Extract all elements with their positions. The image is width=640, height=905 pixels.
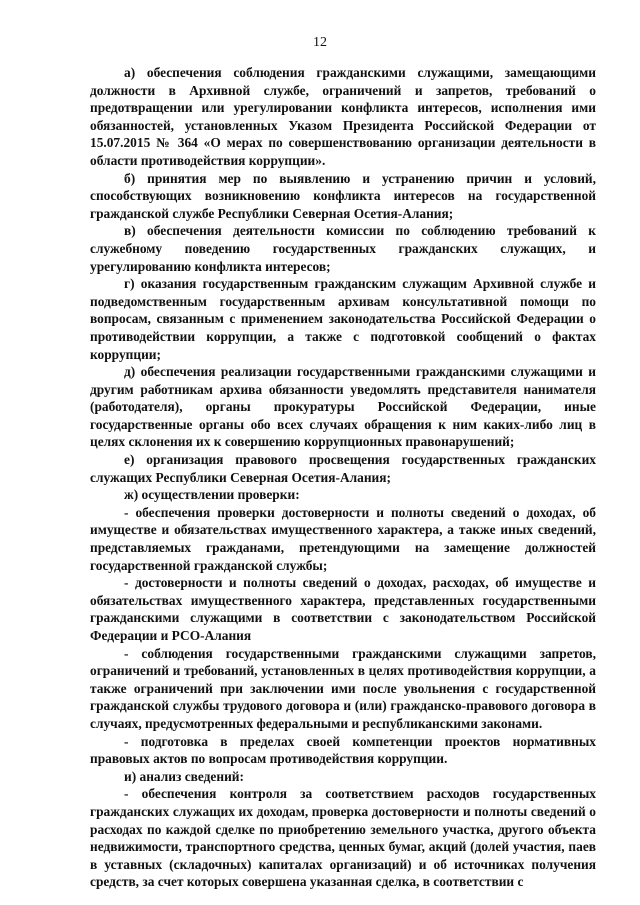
list-item-check-2: - достоверности и полноты сведений о доходах, расходах, об имуществе и обязательствах имущественного характера, представленных государственными гражданскими служащими в соответствии с законодательством Российской Федерации и РСО-Алания [90,575,596,643]
list-item-check-3: - соблюдения государственными гражданскими служащими запретов, ограничений и требований, установленных в целях противодействия коррупции, а также ограничений при заключении ими после увольнения с государственной гражданской службы трудового договора и (или) гражданско-правового договора в случаях, предусмотренных федеральными и республиканскими законами. [90,645,596,731]
paragraph-zh: ж) осуществлении проверки: [124,487,300,503]
document-body [90,64,596,891]
list-item-analysis-1: - обеспечения контроля за соответствием расходов государственных гражданских служащих их доходам, проверка достоверности и полноты сведений о расходах по каждой сделке по приобретению земельного участка, другого объекта недвижимости, транспортного средства, ценных бумаг, акций (долей участия, паев в уставных (складочных) капиталах организаций) и об источниках получения средств, за счет которых совершена указанная сделка, в соответствии с [90,786,596,890]
list-item-check-1: - обеспечения проверки достоверности и полноты сведений о доходах, об имуществе и обязательствах имущественного характера, а также иных сведений, представляемых гражданами, претендующими на замещение должностей государственной гражданской службы; [90,504,596,573]
paragraph-d: д) обеспечения реализации государственными гражданскими служащими и другим работникам архива обязанности уведомлять представителя нанимателя (работодателя), органы прокуратуры Российской Федерации, иные государственные органы обо всех случаях обращения к ним каких-либо лиц в целях склонения их к совершению коррупционных правонарушений; [90,364,596,450]
paragraph-e: е) организация правового просвещения государственных гражданских служащих Республики Северная Осетия-Алания; [90,452,596,485]
list-item-check-4: - подготовка в пределах своей компетенции проектов нормативных правовых актов по вопросам противодействия коррупции. [90,733,596,767]
paragraph-v: в) обеспечения деятельности комиссии по соблюдению требований к служебному поведению государственных гражданских служащих, и урегулированию конфликта интересов; [90,223,596,274]
paragraph-a: а) обеспечения соблюдения гражданскими служащими, замещающими должности в Архивной службе, ограничений и запретов, требований о предотвращении или урегулировании конфликта интересов, исполнения ими обязанностей, установленных Указом Президента Российской Федерации от 15.07.2015 № 364 «О мерах по совершенствованию организации деятельности в области противодействия коррупции». [90,65,596,168]
page-number: 12 [313,35,327,50]
paragraph-g: г) оказания государственным гражданским служащим Архивной службе и подведомственным государственным архивам консультативной помощи по вопросам, связанным с применением законодательства Российской Федерации о противодействии коррупции, а также с подготовкой сообщений о фактах коррупции; [90,276,596,362]
paragraph-i: и) анализ сведений: [124,768,244,784]
paragraph-b: б) принятия мер по выявлению и устранению причин и условий, способствующих возникновению конфликта интересов на государственной гражданской службе Республики Северная Осетия-Алания; [90,170,596,221]
